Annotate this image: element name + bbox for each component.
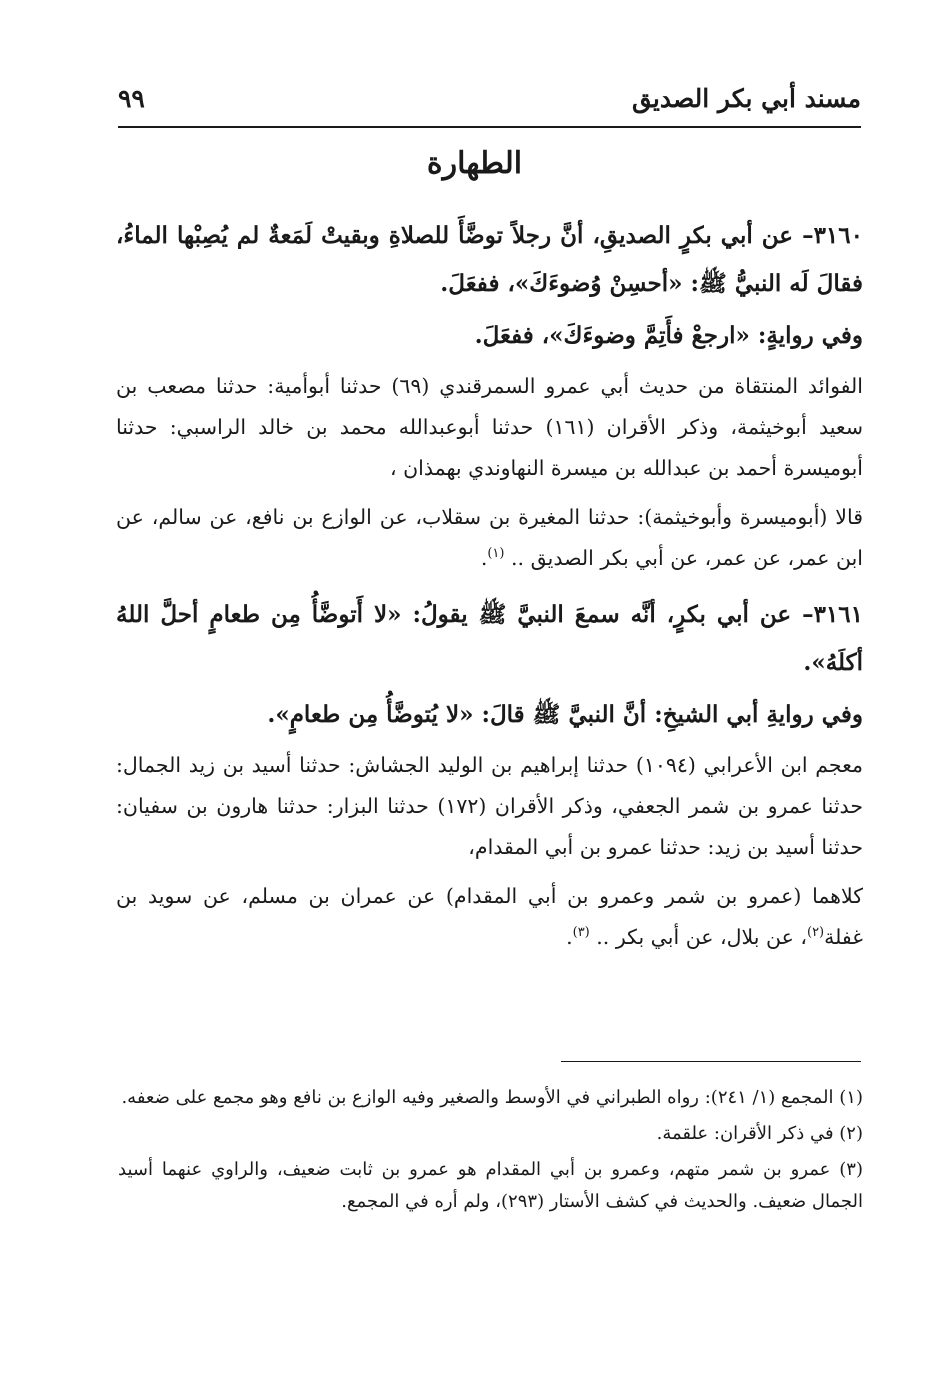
footnote-3: (٣) عمرو بن شمر متهم، وعمرو بن أبي المقدام هو عمرو بن ثابت ضعيف، والراوي عنهما أسيد الجمال ضعيف. والحديث في كشف الأستار (٢٩٣)، ولم أره في المجمع. [118,1159,863,1212]
source-2-end: . [480,546,488,570]
footnote-ref-1: (١) [487,546,505,562]
page-number: ٩٩ [118,84,145,113]
footnote-1: (١) المجمع (١/ ٢٤١): رواه الطبراني في الأوسط والصغير وفيه الوازع بن نافع وهو مجمع على ضعفه. [121,1087,863,1108]
hadith-3160-text: ٣١٦٠– عن أبي بكرٍ الصديقِ، أنَّ رجلاً توضَّأَ للصلاةِ وبقيتْ لَمَعةٌ لم يُصِبْها الماءُ، فقالَ لَه النبيُّ ﷺ: «أحسِنْ وُضوءَكَ»، ففعَلَ. [116,222,863,297]
footnote-ref-2: (٢) [806,925,825,941]
hadith-3160-variant: وفي روايةٍ: «ارجعْ فأَتِمَّ وضوءَكَ»، ففعَلَ. [474,322,863,349]
footnote-2: (٢) في ذكر الأقران: علقمة. [656,1123,863,1144]
hadith-3161-source-1: معجم ابن الأعرابي (١٠٩٤) حدثنا إبراهيم بن الوليد الجشاش: حدثنا أسيد بن زيد الجمال: حدثنا عمرو بن شمر الجعفي، وذكر الأقران (١٧٢) حدثنا البزار: حدثنا هارون بن سفيان: حدثنا أسيد بن زيد: حدثنا عمرو بن أبي المقدام، [116,753,863,859]
main-text [116,212,863,958]
header-divider [118,126,861,128]
source-2-end: . [566,925,573,949]
hadith-3160-source-2 [116,497,863,579]
footnote-divider [561,1061,861,1062]
hadith-3160-source-1: الفوائد المنتقاة من حديث أبي عمرو السمرقندي (٦٩) حدثنا أبوأمية: حدثنا مصعب بن سعيد أبوخيثمة، وذكر الأقران (١٦١) حدثنا أبوعبدالله محمد بن خالد الراسبي: حدثنا أبوميسرة أحمد بن عبدالله بن ميسرة النهاوندي بهمذان ، [116,374,864,480]
hadith-3161-source-2 [116,876,863,958]
footnote-ref-3: (٣) [572,925,590,941]
section-title: الطهارة [426,146,523,181]
hadith-3161-variant: وفي روايةِ أبي الشيخِ: أنَّ النبيَّ ﷺ قالَ: «لا يُتوضَّأُ مِن طعامٍ». [267,701,863,728]
source-2-text: قالا (أبوميسرة وأبوخيثمة): حدثنا المغيرة بن سقلاب، عن الوازع بن نافع، عن سالم، عن ابن عمر، عن عمر، عن أبي بكر الصديق .. [116,505,863,570]
book-title: مسند أبي بكر الصديق [632,84,861,113]
source-2a-text: كلاهما (عمرو بن شمر وعمرو بن أبي المقدام) عن عمران بن مسلم، عن سويد بن غفلة [116,884,863,949]
running-header [118,84,861,124]
footnotes [118,1082,863,1222]
hadith-3161-text: ٣١٦١– عن أبي بكرٍ، أنَّه سمعَ النبيَّ ﷺ يقولُ: «لا أَتوضَّأُ مِن طعامٍ أحلَّ اللهُ أكلَهُ». [116,601,863,676]
source-2b-text: ، عن بلال، عن أبي بكر .. [596,925,807,949]
